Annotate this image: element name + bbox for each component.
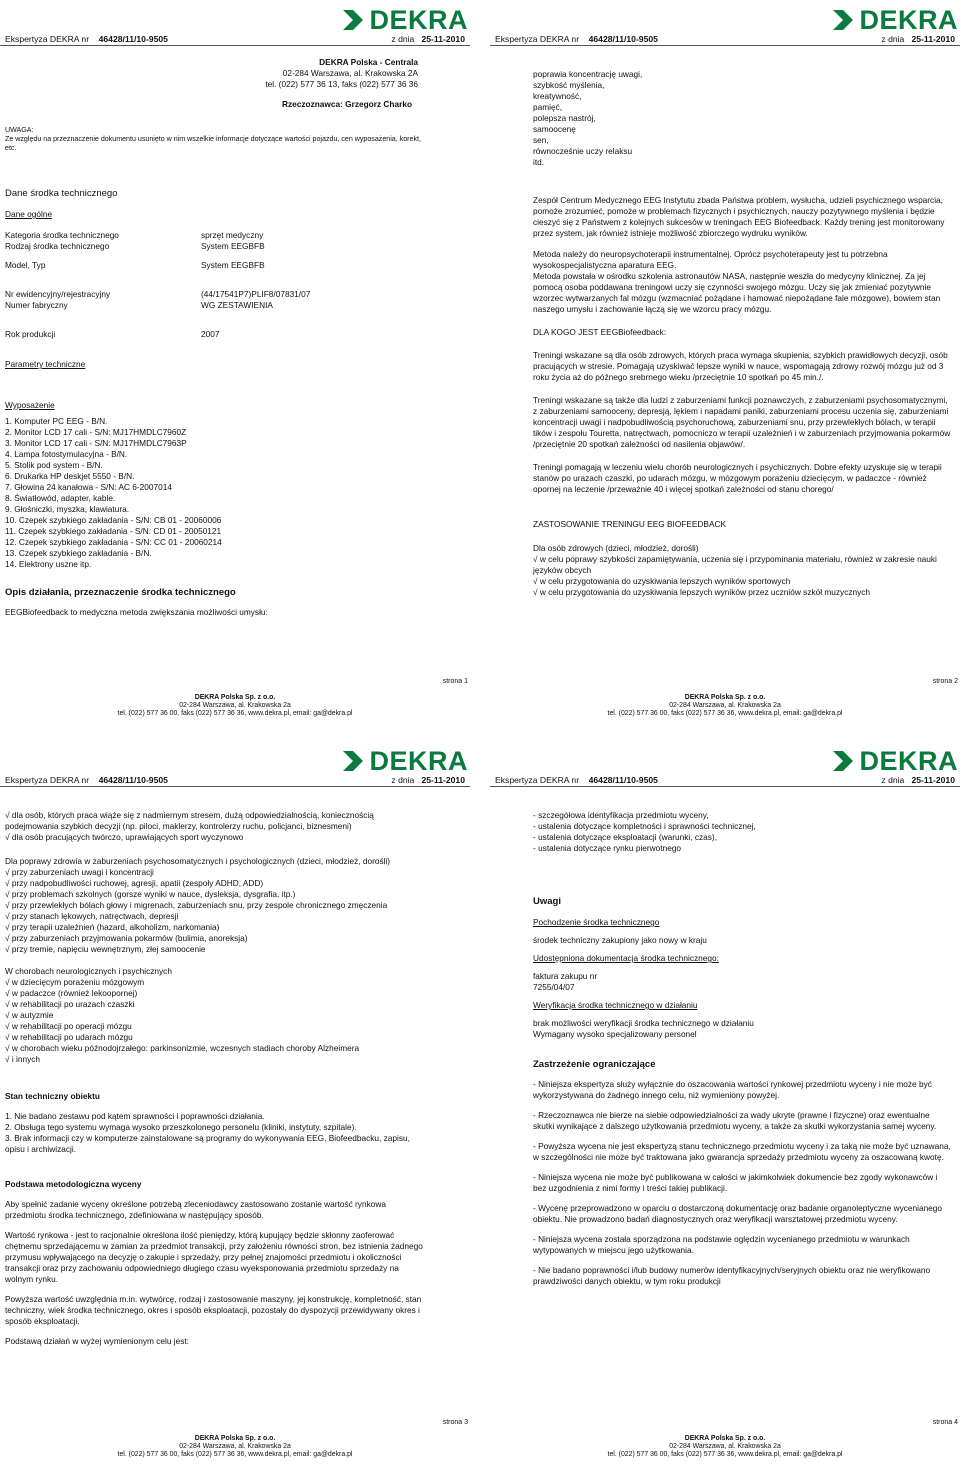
field-year: Rok produkcji 2007 xyxy=(5,329,220,339)
appraiser: Rzeczoznawca: Grzegorz Charko xyxy=(282,99,413,109)
page-header: Ekspertyza DEKRA nr 46428/11/10-9505 z dnia 25-11-2010 xyxy=(495,34,955,44)
page-header: Ekspertyza DEKRA nr 46428/11/10-9505 z dnia 25-11-2010 xyxy=(495,775,955,785)
dekra-logo: DEKRA xyxy=(831,6,958,34)
dekra-logo-icon xyxy=(831,749,855,773)
general-heading: Dane ogólne xyxy=(5,209,53,219)
purpose-text: EEGBiofeedback to medyczna metoda zwiększania możliwości umysłu: xyxy=(5,607,268,617)
params-heading: Parametry techniczne xyxy=(5,359,86,369)
page-footer: strona 4 DEKRA Polska Sp. z o.o. 02-284 Warszawa, al. Krakowska 2a tel. (022) 577 36 00, faks (022) 577 36 36, www.dekra.pl, email: ga@dekra.pl xyxy=(607,1419,958,1458)
list-item: 14. Elektrony uszne itp. xyxy=(5,559,92,569)
dekra-logo-icon xyxy=(341,749,365,773)
list-item: 12. Czepek szybkiego zakładania - S/N: CC 01 - 20060214 xyxy=(5,537,222,547)
header-divider xyxy=(490,45,960,46)
page-footer: strona 1 DEKRA Polska Sp. z o.o. 02-284 Warszawa, al. Krakowska 2a tel. (022) 577 36 00, faks (022) 577 36 36, www.dekra.pl, email: ga@dekra.pl xyxy=(117,678,468,717)
field-kind: Rodzaj środka technicznego System EEGBFB xyxy=(5,241,265,251)
list-item: 10. Czepek szybkiego zakładania - S/N: CB 01 - 20060006 xyxy=(5,515,222,525)
list-item: 5. Stolik pod system - B/N. xyxy=(5,460,103,470)
list-item: 3. Monitor LCD 17 cali - S/N: MJ17HMDLC7963P xyxy=(5,438,187,448)
page-footer: strona 3 DEKRA Polska Sp. z o.o. 02-284 Warszawa, al. Krakowska 2a tel. (022) 577 36 00, faks (022) 577 36 36, www.dekra.pl, email: ga@dekra.pl xyxy=(117,1419,468,1458)
dekra-logo: DEKRA xyxy=(341,6,468,34)
limits-heading: Zastrzeżenie ograniczające xyxy=(533,1059,656,1070)
page-footer: strona 2 DEKRA Polska Sp. z o.o. 02-284 Warszawa, al. Krakowska 2a tel. (022) 577 36 00, faks (022) 577 36 36, www.dekra.pl, email: ga@dekra.pl xyxy=(607,678,958,717)
list-item: 9. Głośniczki, myszka, klawiatura. xyxy=(5,504,130,514)
equip-heading: Wyposażenie xyxy=(5,400,55,410)
list-item: 4. Lampa fotostymulacyjna - B/N. xyxy=(5,449,128,459)
field-category: Kategoria środka technicznego sprzęt medyczny xyxy=(5,230,264,240)
state-heading: Stan techniczny obiektu xyxy=(5,1091,100,1101)
valuation-details: - szczegółowa identyfikacja przedmiotu wyceny, - ustalenia dotyczące kompletności i sprawności technicznej, - ustalenia dotyczące eksploatacji (warunki, czas), - ustalenia dotyczące rynku pierwotnego Uwagi Pochodzenie środka technicznego środek techniczny zakupiony jako nowy w kraju Udostępniona dokumentacja środka technicznego: faktura zakupu nr 7255/04/07 Weryfikacja środka technicznego w działaniu brak możliwości weryfikacji środka technicznego w działaniu Wymagany wysoko specjalizowany personel Zastrzeżenie ograniczające - Niniejsza ekspertyza służy wyłącznie do oszacowania wartości rynkowej przedmiotu wyceny i nie może być wykorzystywana do żadnego innego celu, niż wymieniony powyżej. - Rzeczoznawca nie bierze na siebie odpowiedzialności za wady ukryte (prawne i fizyczne) oraz ewentualne skutki wynikające z dalszego użytkowania przedmiotu wyceny, a także za skutki wykorzystania samej wyceny. - Powyższa wycena nie jest ekspertyzą stanu technicznego przedmiotu wyceny i za taką nie może być uznawana, w szczególności nie może być traktowana jako gwarancja sprzedaży przedmiotu wyceny za oszacowaną kwotę. - Niniejsza wycena nie może być publikowana w całości w jakimkolwiek dokumencie bez zgody wykonawców i bez uzgodnienia z nimi formy i treści takiej publikacji. - Wycenę przeprowadzono w oparciu o dostarczoną dokumentację oraz badanie organoleptyczne wycenianego obiektu. Nie prowadzono badań diagnostycznych oraz weryfikacji warsztatowej przedmiotu wyceny. - Niniejsza wycena została sporządzona na podstawie oględzin wycenianego przedmiotu w warunkach wytypowanych w miejscu jego użytkowania. - Nie badano poprawności i/lub budowy numerów identyfikacyjnych/seryjnych obiektu oraz nie weryfikowano prawdziwości danych obiektu, w tym roku produkcji xyxy=(533,810,953,1287)
page-header: Ekspertyza DEKRA nr 46428/11/10-9505 z dnia 25-11-2010 xyxy=(5,775,465,785)
list-item: 1. Komputer PC EEG - B/N. xyxy=(5,416,108,426)
list-item: 13. Czepek szybkiego zakładania - B/N. xyxy=(5,548,152,558)
description: Zespół Centrum Medycznego EEG Instytutu zbada Państwa problem, wysłucha, udzieli psychicznego wsparcia, pomoże zrozumieć, pomoże w problemach fizycznych i psychicznych, nauczy pozytywnego myślenia i będzie cieszyć się z Państwem z kolejnych sukcesów w treningach EEG Biofeedback. Każdy trening jest monitorowany przez system, jak również istnieje możliwość zbiorczego wydruku wyników. Metoda należy do neuropsychoterapii instrumentalnej. Oprócz psychoterapeuty jest tu potrzebna wysokospecjalistyczna aparatura EEG. Metoda powstała w ośrodku szkolenia astronautów NASA, następnie weszła do medycyny klinicznej. Za jej pomocą osoba poddawana treningowi uczy się czynności swojego mózgu. Uczy się jak zmieniać pozytywnie wzorzec wytwarzanych fal mózgu (wzmacniać pożądane i hamować niepożądane fale mózgowe), bowiem stan naszego umysłu i zachowanie łączą się we wzorcu pracy mózgu. DLA KOGO JEST EEGBiofeedback: Treningi wskazane są dla osób zdrowych, których praca wymaga skupienia, szybkich prawidłowych decyzji, osób pracujących w stresie. Pomagają uzyskiwać lepsze wyniki w nauce, wspomagają zdrowy rozwój mózgu już od 3 roku życia aż do późnego srebrnego wieku /przeciętnie 10 spotkań po 45 min./. Treningi wskazane są także dla ludzi z zaburzeniami funkcji poznawczych, z zaburzeniami psychosomatycznymi, z zaburzeniami samooceny, depresją, lękiem i napadami paniki, zaburzeniami procesu uczenia się, zaburzeniami koncentracji uwagi i nadpobudliwością psychoruchową, zaburzeniami snu, przy przewlekłych bólach, w terapii tików i zespołu Touretta, natręctwach, pomocniczo w terapii uzależnień i w zaburzeniach przyjmowania pokarmów /przeciętnie 20 spotkań zależności od nasilenia objawów/. Treningi pomagają w leczeniu wielu chorób neurologicznych i psychicznych. Dobre efekty uzyskuje się w terapii stanów po urazach czaszki, po udarach mózgu, w mózgowym porażeniu dziecięcym, w padaczce - również opornej na leczenie /przeważnie 40 i więcej spotkań zależności od stanu chorego/ ZASTOSOWANIE TRENINGU EEG BIOFEEDBACK Dla osób zdrowych (dzieci, młodzież, dorośli) √ w celu poprawy szybkości zapamiętywania, uczenia się i przypominania materiału, również w zakresie nauki języków obcych √ w celu przygotowania do uzyskiwania lepszych wyników sportowych √ w celu przygotowania do uzyskiwania lepszych wyników przez uczniów szkół muzycznych xyxy=(533,195,951,597)
basis-heading: Podstawa metodologiczna wyceny xyxy=(5,1179,142,1189)
list-item: 7. Głowina 24 kanałowa - S/N: AC 6-2007014 xyxy=(5,482,172,492)
benefits-list: poprawia koncentrację uwagi, szybkość myślenia, kreatywność, pamięć, polepsza nastrój, samoocenę sen, równocześnie uczy relaksu itd. xyxy=(533,69,643,167)
page-4 xyxy=(490,741,960,1471)
field-model: Model, Typ System EEGBFB xyxy=(5,260,265,270)
dekra-logo-icon xyxy=(341,8,365,32)
header-divider xyxy=(0,786,470,787)
header-divider xyxy=(0,45,470,46)
note: UWAGA: Ze względu na przeznaczenie dokumentu usunięto w nim wszelkie informacje dotyczące wartości pojazdu, cen wyposażenia, korekt, etc. xyxy=(5,126,421,152)
page-1 xyxy=(0,0,470,730)
list-item: 6. Drukarka HP deskjet 5550 - B/N. xyxy=(5,471,135,481)
indications: √ dla osób, których praca wiąże się z nadmiernym stresem, dużą odpowiedzialnością, koniecznością podejmowania szybkich decyzji (np. piloci, maklerzy, kontrolerzy ruchu, policjanci, biznesmeni) √ dla osób pracujących twórczo, uprawiających sport wyczynowo Dla poprawy zdrowia w zaburzeniach psychosomatycznych i psychologicznych (dzieci, młodzież, dorośli) √ przy zaburzeniach uwagi i koncentracji √ przy nadpobudliwości ruchowej, agresji, apatii (zespoły ADHD, ADD) √ przy problemach szkolnych (gorsze wyniki w nauce, dysleksja, dysgrafia, itp.) √ przy przewlekłych bólach głowy i migrenach, zaburzeniach snu, przy zespole chronicznego zmęczenia √ przy stanach lękowych, natręctwach, depresji √ przy terapii uzależnień (hazard, alkoholizm, narkomania) √ przy zaburzeniach przyjmowania pokarmów (bulimia, anoreksja) √ przy tremie, napięciu wewnętrznym, złej samoocenie W chorobach neurologicznych i psychicznych √ w dziecięcym porażeniu mózgowym √ w padaczce (również lekoopornej) √ w rehabilitacji po urazach czaszki √ w autyzmie √ w rehabilitacji po operacji mózgu √ w rehabilitacji po udarach mózgu √ w chorobach wieku późnodojrzałego: parkinsonizmie, wczesnych stadiach choroby Alzheimera √ i innych Stan techniczny obiektu 1. Nie badano zestawu pod kątem sprawności i poprawności działania. 2. Obsługa tego systemu wymaga wysoko przeszkolonego personelu (kliniki, instytuty, szpitale). 3. Brak informacji czy w komputerze zainstalowane są programy do wykonywania EEG, Biofeedbacku, zapisu, opisu i archiwizacji. Podstawa metodologiczna wyceny Aby spełnić zadanie wyceny określone potrzebą zleceniodawcy zastosowano zostanie wartość rynkowa przedmiotu środka technicznego, zdefiniowana w następujący sposób. Wartość rynkowa - jest to racjonalnie określona ilość pieniędzy, którą kupujący będzie skłonny zaoferować chętnemu sprzedającemu w zamian za przedmiot transakcji, przy założeniu równości stron, bez istnienia żadnego przymusu wpływającego na decyzję o zakupie i sprzedaży, przy pełnej znajomości przedmiotu i okoliczności transakcji oraz przy zachowaniu odpowiedniego długiego czasu wyeksponowania przedmiotu sprzedaży na wolnym rynku. Powyższa wartość uwzględnia m.in. wytwórcę, rodzaj i zastosowanie maszyny, jej konstrukcję, kompletność, stan techniczny, wiek środka technicznego, okres i sposób eksploatacji, pozostały do dyspozycji przewidywany okres i sposób eksploatacji. Podstawą działań w wyżej wymienionym celu jest: xyxy=(5,810,425,1347)
field-reg: Nr ewidencyjny/rejestracyjny (44/17541P7)PLIF8/07831/07 xyxy=(5,289,311,299)
dekra-logo: DEKRA xyxy=(831,747,958,775)
list-item: 8. Światłowód, adapter, kable. xyxy=(5,493,116,503)
dekra-logo-icon xyxy=(831,8,855,32)
remarks-heading: Uwagi xyxy=(533,896,561,907)
company-block: DEKRA Polska - Centrala 02-284 Warszawa, al. Krakowska 2A tel. (022) 577 36 13, faks (022) 577 36 36 xyxy=(265,57,418,89)
section-title: Dane środka technicznego xyxy=(5,188,118,199)
purpose-heading: Opis działania, przeznaczenie środka technicznego xyxy=(5,587,236,598)
equipment-list xyxy=(5,416,425,570)
page-3 xyxy=(0,741,470,1471)
header-divider xyxy=(490,786,960,787)
field-serial: Numer fabryczny WG ZESTAWIENIA xyxy=(5,300,273,310)
page-header: Ekspertyza DEKRA nr 46428/11/10-9505 z dnia 25-11-2010 xyxy=(5,34,465,44)
asset-data xyxy=(5,188,425,618)
list-item: 2. Monitor LCD 17 cali - S/N: MJ17HMDLC7960Z xyxy=(5,427,187,437)
page-2 xyxy=(490,0,960,730)
dekra-logo: DEKRA xyxy=(341,747,468,775)
list-item: 11. Czepek szybkiego zakładania - S/N: CD 01 - 20050121 xyxy=(5,526,222,536)
